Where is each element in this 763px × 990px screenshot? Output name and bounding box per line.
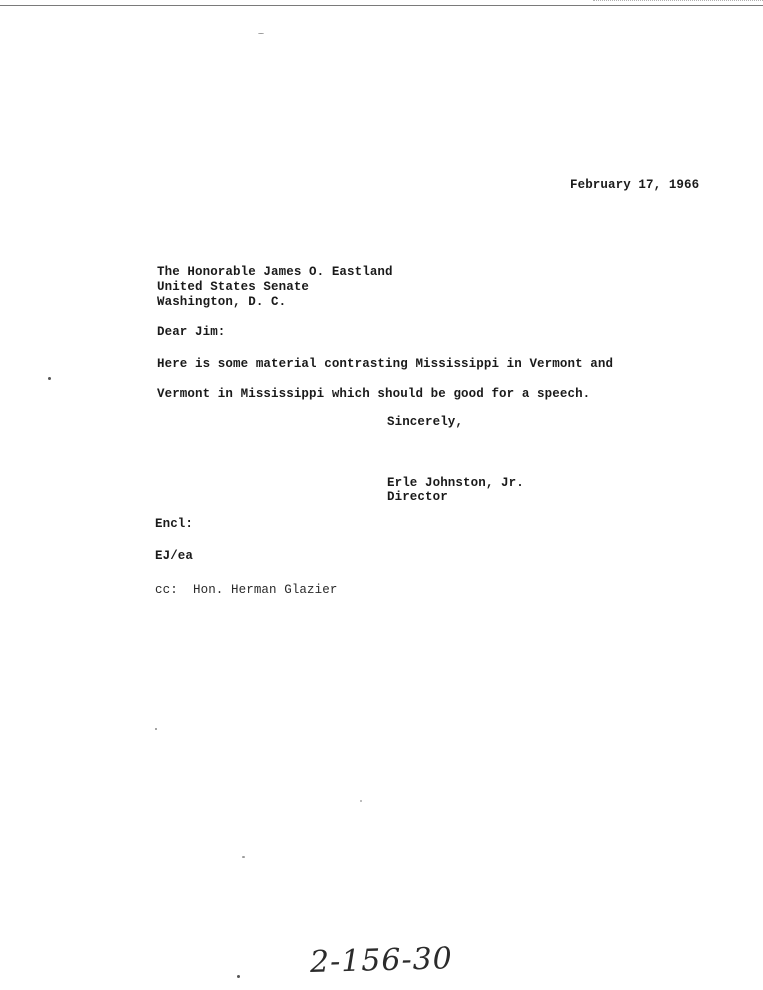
top-edge-rule	[0, 5, 763, 6]
letter-date: February 17, 1966	[570, 178, 700, 192]
top-edge-marks	[593, 0, 763, 5]
cc-line: cc: Hon. Herman Glazier	[155, 583, 338, 597]
recipient-city: Washington, D. C.	[157, 295, 287, 309]
paper-speck	[242, 856, 245, 858]
signer-title: Director	[387, 490, 448, 504]
recipient-organization: United States Senate	[157, 280, 310, 294]
recipient-name: The Honorable James O. Eastland	[157, 265, 393, 279]
reference-initials: EJ/ea	[155, 549, 194, 563]
signer-name: Erle Johnston, Jr.	[387, 476, 524, 490]
body-line-1: Here is some material contrasting Mississippi in Vermont and	[157, 357, 614, 371]
paper-speck	[155, 728, 157, 730]
enclosure-note: Encl:	[155, 517, 194, 531]
paper-speck	[48, 377, 51, 380]
closing: Sincerely,	[387, 415, 464, 429]
paper-speck	[258, 33, 264, 34]
salutation: Dear Jim:	[157, 325, 226, 339]
paper-speck	[237, 975, 240, 978]
handwritten-file-number: 2-156-30	[309, 941, 454, 980]
body-line-2: Vermont in Mississippi which should be good for a speech.	[157, 387, 591, 401]
paper-speck	[360, 800, 362, 802]
